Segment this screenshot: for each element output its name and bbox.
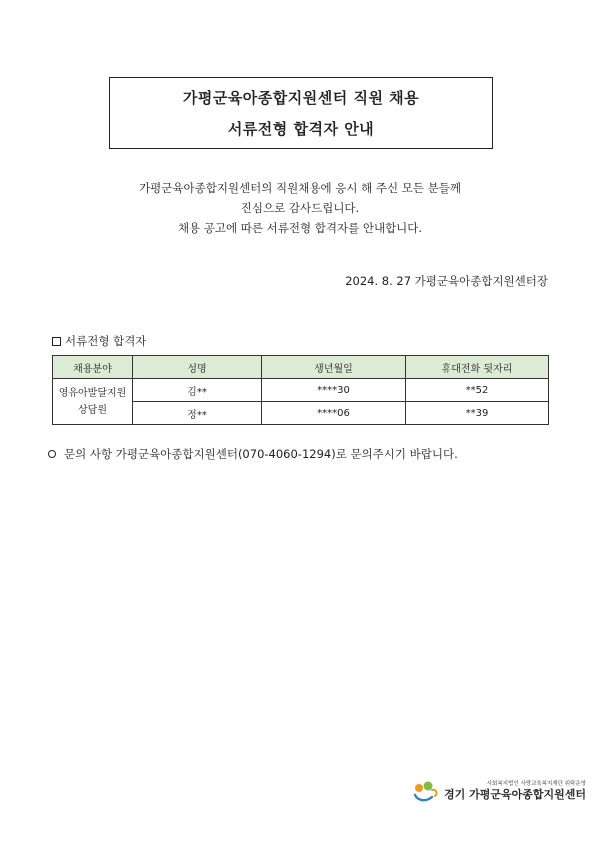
page-subtitle: 서류전형 합격자 안내 [227, 120, 375, 138]
contact-note-text: 문의 사항 가평군육아종합지원센터(070-4060-1294)로 문의주시기 바랍니다. [64, 447, 458, 461]
field-line-1: 영유아발달지원 [58, 387, 127, 399]
section-heading [52, 333, 146, 349]
section-heading-text: 서류전형 합격자 [65, 334, 147, 348]
intro-line-3: 채용 공고에 따른 서류전형 합격자를 안내합니다. [177, 221, 423, 235]
title-box [109, 77, 493, 149]
name-cell: 정** [133, 402, 262, 425]
col-header-phone: 휴대전화 뒷자리 [406, 356, 549, 379]
intro-paragraph [0, 178, 600, 238]
table-header-row [53, 356, 549, 379]
intro-line-2: 진심으로 감사드립니다. [240, 201, 360, 215]
result-table [52, 355, 549, 425]
phone-cell: **52 [406, 379, 549, 402]
field-line-2: 상담원 [78, 404, 107, 416]
logo-subtitle: 사회복지법인 사랑교육복지재단 위탁운영 [486, 780, 586, 787]
page-title: 가평군육아종합지원센터 직원 채용 [182, 89, 420, 107]
col-header-field: 채용분야 [53, 356, 133, 379]
birth-cell: ****30 [262, 379, 406, 402]
table-row [53, 379, 549, 402]
date-signature: 2024. 8. 27 가평군육아종합지원센터장 [345, 274, 548, 288]
birth-cell: ****06 [262, 402, 406, 425]
col-header-birth: 생년월일 [262, 356, 406, 379]
center-logo [412, 778, 586, 804]
intro-line-1: 가평군육아종합지원센터의 직원채용에 응시 해 주신 모든 분들께 [139, 181, 461, 195]
phone-cell: **39 [406, 402, 549, 425]
square-bullet-icon [52, 337, 61, 346]
logo-name: 경기 가평군육아종합지원센터 [444, 788, 586, 802]
col-header-name: 성명 [133, 356, 262, 379]
field-cell [53, 379, 133, 425]
name-cell: 김** [133, 379, 262, 402]
contact-note [48, 446, 458, 462]
center-logo-icon [412, 780, 440, 802]
circle-bullet-icon [48, 450, 56, 458]
